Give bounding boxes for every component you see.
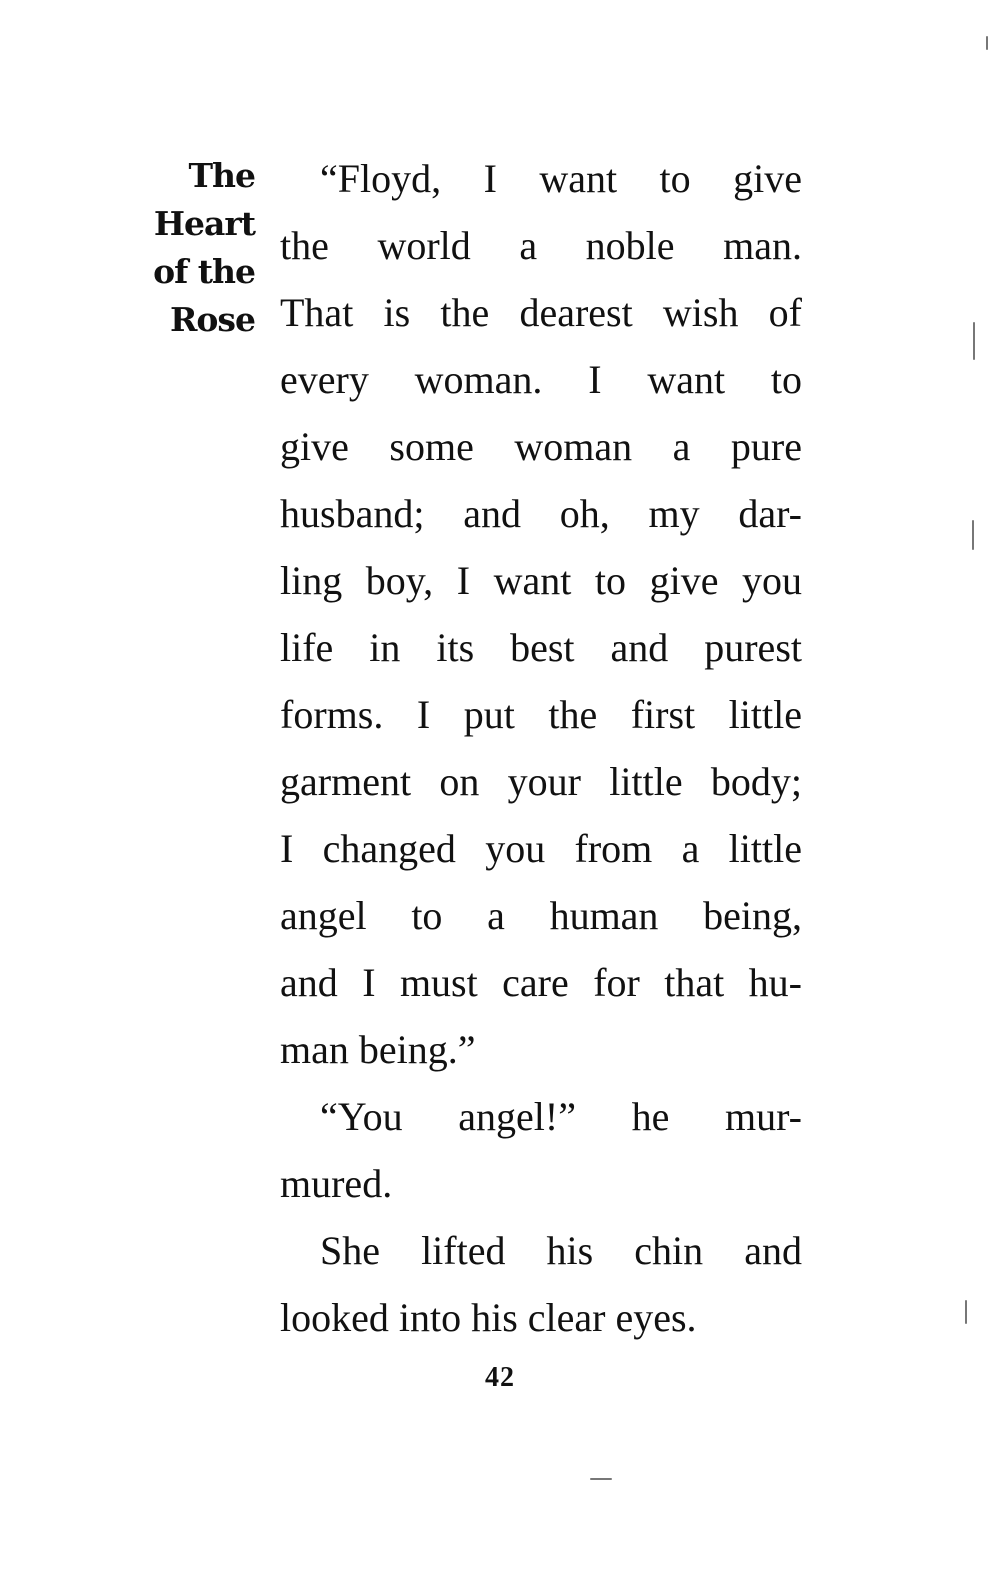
running-head-line: The [188,156,255,195]
text-line: man being.” [280,1027,476,1072]
scan-speck [590,1478,612,1480]
scan-speck [972,520,974,550]
scan-speck [986,36,988,50]
text-line: husband; and oh, my dar- [280,491,802,536]
text-line: “You angel!” he mur- [320,1094,802,1139]
text-line: ling boy, I want to give you [280,558,802,603]
running-head-line: Rose [169,300,255,339]
scan-speck [973,322,975,360]
running-head [95,152,255,344]
page-number: 42 [485,1362,515,1393]
body-text [280,145,802,1351]
running-head-line: of the [153,252,255,291]
text-line: garment on your little body; [280,759,802,804]
text-line: every woman. I want to [280,357,802,402]
text-line: give some woman a pure [280,424,802,469]
text-line: forms. I put the first little [280,692,802,737]
text-line: That is the dearest wish of [280,290,802,335]
text-line: She lifted his chin and [320,1228,802,1273]
text-line: the world a noble man. [280,223,802,268]
text-line: looked into his clear eyes. [280,1295,697,1340]
text-line: life in its best and purest [280,625,802,670]
text-line: mured. [280,1161,393,1206]
text-line: angel to a human being, [280,893,802,938]
scan-speck [965,1300,967,1324]
text-line: “Floyd, I want to give [320,156,802,201]
text-line: and I must care for that hu- [280,960,802,1005]
running-head-line: Heart [153,204,255,243]
text-line: I changed you from a little [280,826,802,871]
